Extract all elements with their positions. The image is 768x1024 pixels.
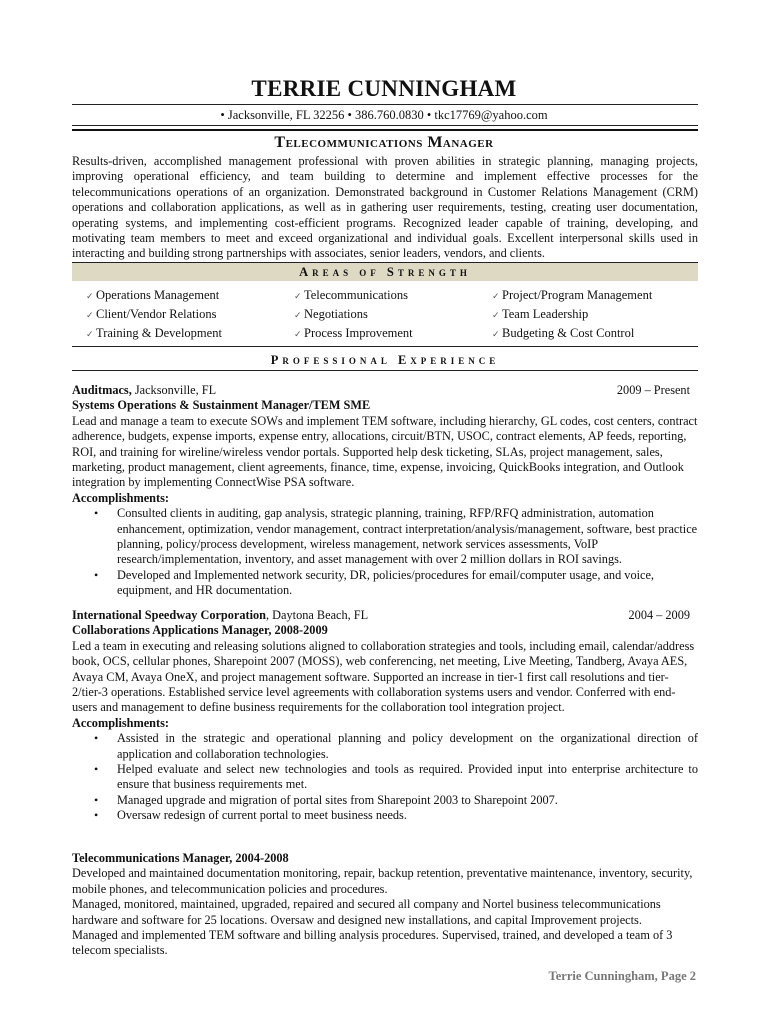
accomplishments-label: Accomplishments:	[72, 715, 170, 730]
contact-line: • Jacksonville, FL 32256 • 386.760.0830 • tkc17769@yahoo.com	[220, 108, 548, 122]
experience-rule-bottom	[72, 370, 698, 371]
company-location: , Daytona Beach, FL	[266, 608, 369, 622]
job-paragraph: Managed and implemented TEM software and billing analysis procedures. Supervised, trained, and developed a team of 3 telecom specialists.	[72, 928, 673, 958]
experience-heading-band	[72, 351, 698, 369]
header-rule-mid	[72, 125, 698, 126]
list-item: • Managed upgrade and migration of portal sites from Sharepoint 2003 to Sharepoint 2007.	[94, 793, 698, 808]
experience-rule-top	[72, 346, 698, 347]
list-item: • Consulted clients in auditing, gap analysis, strategic planning, training, RFP/RFQ administration, automation enhancement, optimization, vendor management, contract interpretation/analysis/management, software, best practice planning, policy/process development, wireless management, network services assessments, VoIP research/implementation, inventory, and asset management with over 2 million dollars in ROI savings.	[94, 506, 698, 568]
job-title: Collaborations Applications Manager, 2008-2009	[72, 623, 328, 638]
job-header	[72, 608, 698, 623]
job-dates: 2004 – 2009	[628, 608, 690, 622]
strengths-column-3	[478, 286, 688, 343]
check-icon: ✓	[86, 291, 94, 301]
job-title: Systems Operations & Sustainment Manager/TEM SME	[72, 398, 371, 413]
strengths-column-2	[280, 286, 490, 343]
strength-item: ✓ Training & Development	[72, 324, 282, 343]
job-telecom-manager	[72, 851, 698, 959]
accomplishments-list	[94, 731, 698, 823]
list-item: • Assisted in the strategic and operational planning and policy development on the organizational direction of application and collaboration technologies.	[94, 731, 698, 762]
strength-item: ✓ Telecommunications	[280, 286, 490, 305]
header-rule-top	[72, 104, 698, 105]
check-icon: ✓	[86, 329, 94, 339]
strength-item: ✓ Team Leadership	[478, 305, 688, 324]
company-location: Jacksonville, FL	[131, 383, 217, 397]
candidate-name: TERRIE CUNNINGHAM	[251, 76, 517, 101]
accomplishments-list	[94, 506, 698, 598]
strength-item: ✓ Budgeting & Cost Control	[478, 324, 688, 343]
check-icon: ✓	[492, 291, 500, 301]
check-icon: ✓	[294, 310, 302, 320]
check-icon: ✓	[294, 329, 302, 339]
strengths-heading: Areas of Strength	[299, 265, 471, 279]
page-footer: Terrie Cunningham, Page 2	[548, 969, 696, 983]
job-auditmacs	[72, 383, 698, 599]
strength-item: ✓ Process Improvement	[280, 324, 490, 343]
check-icon: ✓	[294, 291, 302, 301]
list-item: • Oversaw redesign of current portal to meet business needs.	[94, 808, 698, 823]
strength-item: ✓ Project/Program Management	[478, 286, 688, 305]
job-international-speedway	[72, 608, 698, 824]
job-header	[72, 383, 698, 398]
check-icon: ✓	[492, 329, 500, 339]
header-rule-bottom	[72, 129, 698, 131]
job-title: Telecommunications Manager, 2004-2008	[72, 851, 289, 865]
strengths-heading-band	[72, 263, 698, 281]
list-item: • Developed and Implemented network security, DR, policies/procedures for email/computer usage, and voice, equipment, and HR documentation.	[94, 568, 698, 599]
headline-title: Telecommunications Manager	[274, 134, 494, 151]
accomplishments-label: Accomplishments:	[72, 490, 170, 505]
strengths-column-1	[72, 286, 282, 343]
check-icon: ✓	[492, 310, 500, 320]
job-description: Led a team in executing and releasing solutions aligned to collaboration strategies and tools, including email, calendar/address book, OCS, cellular phones, Sharepoint 2007 (MOSS), web conferencing, net meeting, Live Meeting, Tandberg, Avaya AES, Avaya CM, Avaya OneX, and project management software. Supported an increase in tier-1 first call resolutions and tier-2/tier-3 operations. Established service level agreements with collaboration systems users and vendor. Conferred with end-users and management to define business requirements for the collaboration tool integration project.	[72, 638, 695, 715]
company-name: Auditmacs,	[72, 383, 132, 397]
list-item: • Helped evaluate and select new technologies and tools as required. Provided input into enterprise architecture to ensure that business requirements met.	[94, 762, 698, 793]
job-paragraph: Managed, monitored, maintained, upgraded, repaired and secured all company and Nortel business telecommunications hardware and software for 25 locations. Oversaw and designed new installations, and capital Improvement projects.	[72, 897, 661, 927]
job-description: Lead and manage a team to execute SOWs and implement TEM software, including hierarchy, GL codes, cost centers, contract adherence, budgets, expense imports, expense entry, allocations, circuit/BTN, USOC, contract elements, AP feeds, reporting, ROI, and training for wireline/wireless vendor portals. Supported help desk ticketing, SLAs, project management, sales, marketing, product management, client agreements, finance, time, expense, invoicing, QuickBooks integration, and Outlook integration by implementing ConnectWise PSA software.	[72, 413, 698, 490]
experience-heading: Professional Experience	[270, 353, 500, 367]
strength-item: ✓ Client/Vendor Relations	[72, 305, 282, 324]
company-name: International Speedway Corporation	[72, 608, 267, 622]
check-icon: ✓	[86, 310, 94, 320]
job-dates: 2009 – Present	[616, 383, 690, 397]
job-paragraph: Developed and maintained documentation monitoring, repair, backup retention, preventative maintenance, inventory, security, mobile phones, and telecommunication policies and procedures.	[72, 866, 693, 896]
summary-paragraph: Results-driven, accomplished management professional with proven abilities in strategic planning, managing projects, improving operational efficiency, and team building to determine and implement effective processes for the telecommunications operations of an organization. Demonstrated background in Customer Relations Management (CRM) operations and collaboration applications, as well as in gathering user requirements, testing, creating user documentation, operating systems, and implementing cost-efficient programs. Recognized leader capable of training, developing, and motivating team members to meet and exceed organizational and individual goals. Excellent interpersonal skills used in interacting and building strong partnerships with associates, senior leaders, vendors, and clients.	[72, 154, 698, 261]
strength-item: ✓ Operations Management	[72, 286, 282, 305]
strength-item: ✓ Negotiations	[280, 305, 490, 324]
